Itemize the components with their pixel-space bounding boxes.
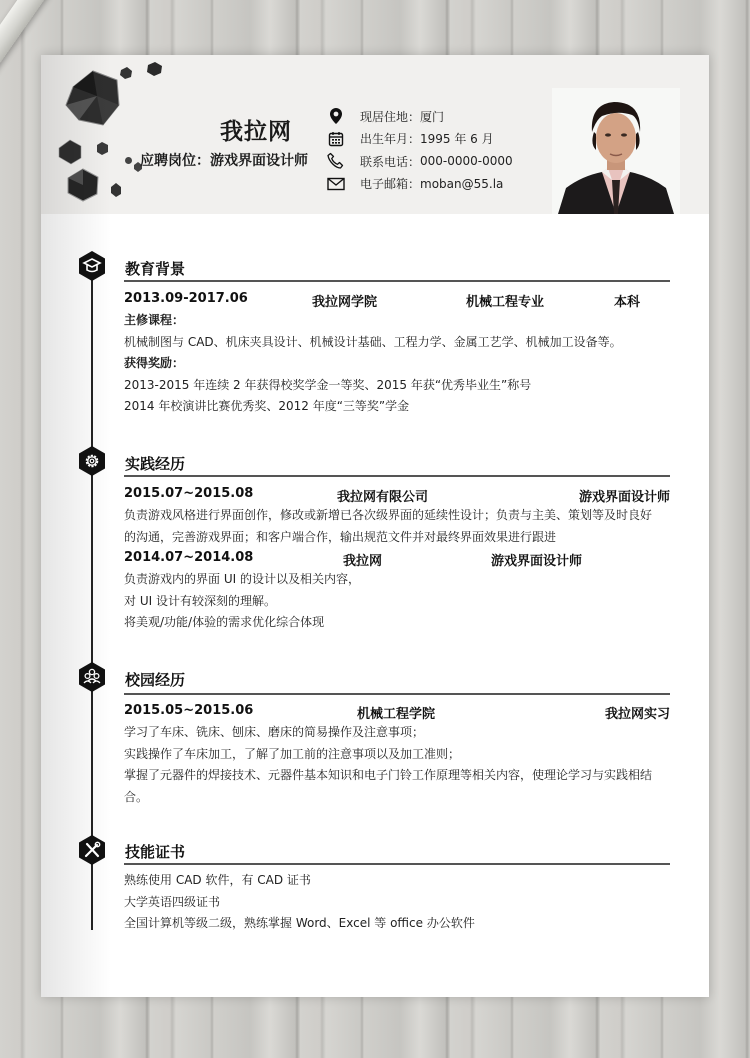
practice-entry-1-header <box>124 486 670 506</box>
resume-page <box>41 55 709 997</box>
bullet-dot-icon <box>125 157 132 164</box>
decorative-gems-icon <box>51 60 171 210</box>
skill-item: 全国计算机等级二级，熟练掌握 Word、Excel 等 office 办公软件 <box>124 916 475 930</box>
section-divider <box>124 863 670 865</box>
graduation-cap-icon <box>78 251 106 281</box>
section-divider <box>124 693 670 695</box>
timeline-line <box>91 260 93 930</box>
contact-info <box>326 105 576 195</box>
awards-label: 获得奖励： <box>124 356 185 370</box>
practice-entry-2-header <box>124 550 670 570</box>
entry-role: 游戏界面设计师 <box>578 490 670 505</box>
gear-icon <box>78 446 106 476</box>
education-header-row <box>124 291 670 311</box>
award-item: 2014 年校演讲比赛优秀奖、2012 年度“三等奖”学金 <box>124 399 410 413</box>
education-major: 机械工程专业 <box>466 295 545 310</box>
position-value: 游戏界面设计师 <box>210 153 308 169</box>
tools-icon <box>78 835 106 865</box>
education-degree: 本科 <box>614 295 641 310</box>
contact-email: 电子邮箱： moban@55.la <box>326 173 576 196</box>
section-title: 教育背景 <box>125 260 186 278</box>
position-label: 应聘岗位： <box>140 153 210 169</box>
applicant-name: 我拉网 <box>220 119 292 145</box>
entry-period: 2014.07~2014.08 <box>124 550 254 565</box>
campus-desc: 学习了车床、铣床、刨床、磨床的简易操作及注意事项； 实践操作了车床加工，了解了加工前的注意事项以及加工准则； 掌握了元器件的焊接技术、元器件基本知识和电子门铃工作原理等相关内容，使理论学习与实践相结 合。 <box>124 725 653 804</box>
education-school: 我拉网学院 <box>312 295 378 310</box>
section-title: 实践经历 <box>125 455 186 473</box>
entry-org: 我拉网有限公司 <box>337 490 429 505</box>
section-divider <box>124 280 670 282</box>
entry-period: 2015.07~2015.08 <box>124 486 254 501</box>
courses-label: 主修课程： <box>124 313 185 327</box>
mail-icon <box>326 175 346 193</box>
practice-entry-1-desc: 负责游戏风格进行界面创作，修改或新增已各次级界面的延续性设计；负责与主美、策划等及时良好 的沟通，完善游戏界面；和客户端合作，输出规范文件并对最终界面效果进行跟进 <box>124 508 653 544</box>
section-title: 校园经历 <box>125 671 186 689</box>
education-details <box>124 310 674 418</box>
calendar-icon <box>326 130 346 148</box>
entry-role: 游戏界面设计师 <box>491 554 583 569</box>
skill-item: 大学英语四级证书 <box>124 894 221 909</box>
entry-org: 我拉网 <box>343 554 383 569</box>
contact-location: 现居住地： 厦门 <box>326 105 576 128</box>
award-item: 2013-2015 年连续 2 年获得校奖学金一等奖、2015 年获“优秀毕业生”称号 <box>124 377 532 392</box>
job-position <box>125 150 308 170</box>
group-icon <box>78 662 106 692</box>
contact-phone: 联系电话： 000-0000-0000 <box>326 150 576 173</box>
section-divider <box>124 475 670 477</box>
skill-item: 熟练使用 CAD 软件，有 CAD 证书 <box>124 873 311 887</box>
courses-text: 机械制图与 CAD、机床夹具设计、机械设计基础、工程力学、金属工艺学、机械加工设备等。 <box>124 334 622 349</box>
location-pin-icon <box>326 107 346 125</box>
campus-period: 2015.05~2015.06 <box>124 703 254 718</box>
contact-birth: 出生年月： 1995 年 6 月 <box>326 128 576 151</box>
practice-entry-2-desc: 负责游戏内的界面 UI 的设计以及相关内容， 对 UI 设计有较深刻的理解。 将美观/功能/体验的需求优化综合体现 <box>124 572 360 629</box>
campus-header-row <box>124 703 670 723</box>
campus-role: 我拉网实习 <box>604 707 670 722</box>
phone-icon <box>326 152 346 170</box>
campus-org: 机械工程学院 <box>357 707 436 722</box>
skills-list <box>124 870 674 935</box>
section-title: 技能证书 <box>125 843 186 861</box>
profile-photo <box>552 88 680 214</box>
education-period: 2013.09-2017.06 <box>124 291 248 306</box>
